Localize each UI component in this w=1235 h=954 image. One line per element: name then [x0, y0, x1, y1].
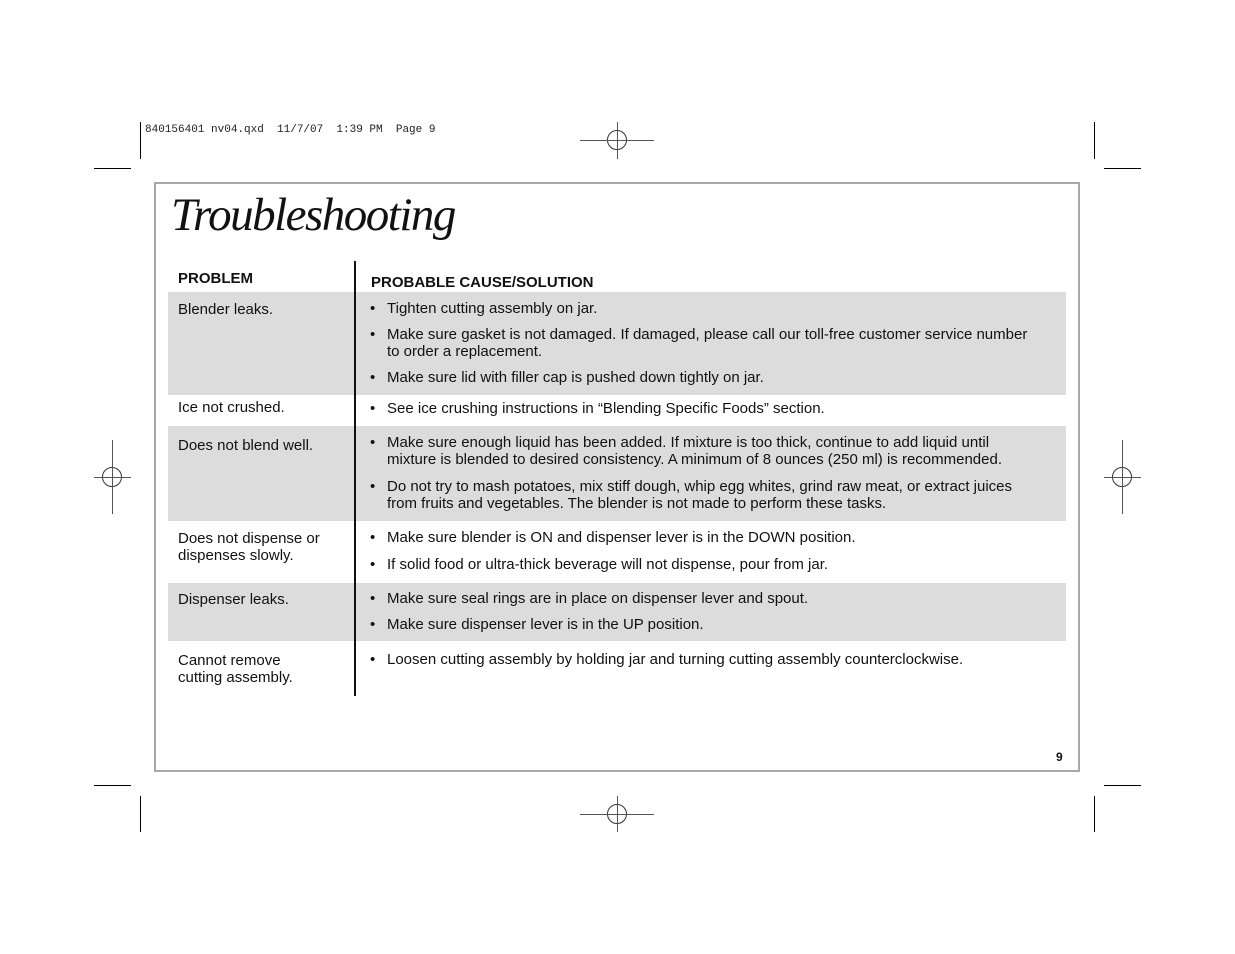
solution-item: • Make sure seal rings are in place on dispenser lever and spout.	[370, 590, 809, 607]
solution-list	[370, 590, 1040, 633]
problem-text: Dispenser leaks.	[178, 591, 289, 608]
solution-item: • Make sure gasket is not damaged. If damaged, please call our toll-free customer service number to order a replacement.	[370, 326, 1028, 360]
solution-list	[370, 300, 1040, 386]
table-row-ice-not-crushed	[168, 395, 1066, 426]
solution-item: • Make sure blender is ON and dispenser lever is in the DOWN position.	[370, 529, 856, 546]
table-row-does-not-dispense	[168, 521, 1066, 583]
solution-item: • Make sure lid with filler cap is pushed down tightly on jar.	[370, 369, 764, 386]
problem-column-header: PROBLEM	[178, 270, 253, 287]
page-number: 9	[1056, 750, 1063, 764]
solution-item: • Do not try to mash potatoes, mix stiff dough, whip egg whites, grind raw meat, or extract juices from fruits and vegetables. The blender is not made to perform these tasks.	[370, 478, 1013, 512]
solution-item: • Tighten cutting assembly on jar.	[370, 300, 598, 317]
solution-list	[370, 400, 1040, 417]
solution-column-header: PROBABLE CAUSE/SOLUTION	[371, 274, 594, 291]
problem-text: Cannot remove cutting assembly.	[178, 652, 293, 686]
solution-item: • If solid food or ultra-thick beverage will not dispense, pour from jar.	[370, 556, 829, 573]
solution-list	[370, 434, 1040, 512]
table-row-blender-leaks	[168, 292, 1066, 395]
column-divider	[354, 261, 356, 696]
solution-list	[370, 529, 1040, 573]
problem-text: Ice not crushed.	[178, 399, 285, 416]
table-row-cannot-remove	[168, 641, 1066, 696]
slug-line: 840156401 nv04.qxd 11/7/07 1:39 PM Page 9	[145, 124, 436, 136]
problem-text: Blender leaks.	[178, 301, 274, 318]
page-title: Troubleshooting	[171, 189, 455, 241]
table-row-dispenser-leaks	[168, 583, 1066, 641]
solution-item: • Make sure enough liquid has been added. If mixture is too thick, continue to add liquid until mixture is blended to desired consistency. A minimum of 8 ounces (250 ml) is recommended.	[370, 434, 1002, 468]
solution-list	[370, 651, 1040, 668]
table-row-does-not-blend	[168, 426, 1066, 521]
solution-item: • Loosen cutting assembly by holding jar and turning cutting assembly counterclockwise.	[370, 651, 964, 668]
problem-text: Does not blend well.	[178, 437, 314, 454]
solution-item: • See ice crushing instructions in “Blending Specific Foods” section.	[370, 400, 825, 417]
problem-text: Does not dispense or dispenses slowly.	[178, 530, 320, 564]
solution-item: • Make sure dispenser lever is in the UP position.	[370, 616, 704, 633]
